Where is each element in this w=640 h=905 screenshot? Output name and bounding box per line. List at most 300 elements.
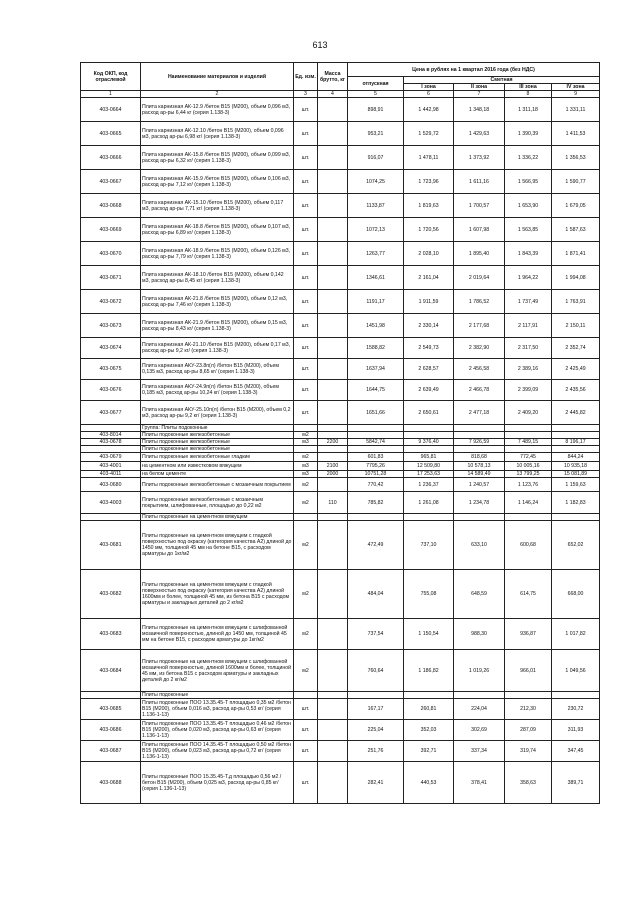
cell-zone4-price: 2 150,11 (552, 314, 600, 338)
cell-zone1-price: 352,03 (404, 720, 454, 741)
cell-mass (318, 453, 348, 462)
col-index: 7 (454, 91, 505, 98)
table-row (81, 453, 600, 462)
cell-unit: шт. (294, 762, 318, 804)
cell-unit: м2 (294, 432, 318, 439)
cell-code (81, 446, 141, 453)
cell-zone3-price: 1 964,22 (505, 266, 552, 290)
cell-mass (318, 720, 348, 741)
cell-name: Плита карнизная АК-12.10 /бетон В15 (М200), объем 0,096 м3, расход ар-ры 6,98 кг/ (серия 1.138-3) (141, 122, 294, 146)
cell-release-price: 898,91 (348, 98, 404, 122)
cell-zone4-price: 652,02 (552, 521, 600, 570)
cell-zone2-price: 1 786,52 (454, 290, 505, 314)
cell-zone3-price: 358,63 (505, 762, 552, 804)
table-row (81, 741, 600, 762)
cell-unit: шт. (294, 98, 318, 122)
cell-zone3-price (505, 425, 552, 432)
cell-zone3-price: 1 146,24 (505, 492, 552, 514)
cell-unit: шт. (294, 380, 318, 401)
table-row (81, 699, 600, 720)
cell-mass (318, 359, 348, 380)
table-row (81, 266, 600, 290)
cell-name: Плиты подоконные железобетонные гладкие (141, 453, 294, 462)
cell-code: 403-0673 (81, 314, 141, 338)
cell-zone1-price: 1 236,37 (404, 478, 454, 492)
cell-unit: шт. (294, 122, 318, 146)
cell-unit: шт. (294, 699, 318, 720)
cell-zone1-price (404, 432, 454, 439)
cell-zone3-price (505, 514, 552, 521)
cell-zone4-price (552, 425, 600, 432)
cell-name: Плиты подоконные ПОО 13.35.45-Т площадью 0,46 м2 /бетон В15 (М200), объем 0,020 м3, расход ар-ры 0,63 кг/ (серия 1.136-1-13) (141, 720, 294, 741)
cell-zone2-price: 648,59 (454, 570, 505, 619)
cell-mass (318, 692, 348, 699)
cell-zone2-price (454, 514, 505, 521)
cell-name: Плиты подоконные железобетонные (141, 446, 294, 453)
cell-name: на белом цементе (141, 471, 294, 478)
cell-zone2-price: 302,69 (454, 720, 505, 741)
cell-code: 403-0676 (81, 380, 141, 401)
cell-zone1-price: 1 720,56 (404, 218, 454, 242)
cell-zone4-price: 10 935,18 (552, 462, 600, 471)
header-name: Наименование материалов и изделий (141, 63, 294, 91)
cell-release-price: 7795,26 (348, 462, 404, 471)
cell-release-price: 785,82 (348, 492, 404, 514)
table-row (81, 338, 600, 359)
cell-zone2-price: 7 926,59 (454, 439, 505, 446)
cell-zone4-price: 311,93 (552, 720, 600, 741)
cell-code: 403-0677 (81, 401, 141, 425)
cell-mass: 110 (318, 492, 348, 514)
cell-zone2-price: 1 895,40 (454, 242, 505, 266)
cell-zone3-price: 2 409,20 (505, 401, 552, 425)
cell-zone3-price: 2 117,91 (505, 314, 552, 338)
cell-zone2-price: 1 607,98 (454, 218, 505, 242)
header-code: Код ОКП, код отраслевой (81, 63, 141, 91)
cell-release-price (348, 692, 404, 699)
table-row (81, 619, 600, 650)
cell-code: 403-0665 (81, 122, 141, 146)
cell-zone1-price: 755,08 (404, 570, 454, 619)
cell-unit: шт. (294, 218, 318, 242)
cell-zone2-price: 1 611,16 (454, 170, 505, 194)
cell-code: 403-0678 (81, 439, 141, 446)
cell-release-price: 601,83 (348, 453, 404, 462)
cell-zone1-price: 1 723,96 (404, 170, 454, 194)
cell-mass (318, 266, 348, 290)
cell-zone2-price: 2 466,78 (454, 380, 505, 401)
cell-code (81, 514, 141, 521)
cell-zone2-price: 2 177,68 (454, 314, 505, 338)
cell-release-price: 167,17 (348, 699, 404, 720)
cell-zone4-price: 15 081,89 (552, 471, 600, 478)
cell-release-price: 5842,74 (348, 439, 404, 446)
cell-code: 403-0685 (81, 699, 141, 720)
cell-name: Плиты подоконные ПОО 14.35.45-Т площадью 0,50 м2 /бетон В15 (М200), объем 0,023 м3, расход ар-ры 0,72 кг/ (серия 1.136-1-13) (141, 741, 294, 762)
cell-release-price (348, 432, 404, 439)
cell-mass (318, 446, 348, 453)
cell-mass (318, 290, 348, 314)
cell-zone1-price: 1 150,54 (404, 619, 454, 650)
cell-zone2-price: 2 477,18 (454, 401, 505, 425)
cell-release-price (348, 514, 404, 521)
cell-mass (318, 521, 348, 570)
col-index: 2 (141, 91, 294, 98)
cell-mass (318, 338, 348, 359)
cell-mass (318, 242, 348, 266)
cell-zone1-price (404, 692, 454, 699)
cell-zone1-price: 1 529,72 (404, 122, 454, 146)
cell-code (81, 692, 141, 699)
cell-zone4-price: 2 445,82 (552, 401, 600, 425)
cell-code: 403-0688 (81, 762, 141, 804)
cell-mass (318, 699, 348, 720)
cell-release-price: 251,76 (348, 741, 404, 762)
cell-zone2-price: 1 429,63 (454, 122, 505, 146)
cell-code: 403-0674 (81, 338, 141, 359)
cell-code: 403-0672 (81, 290, 141, 314)
cell-code: 403-0671 (81, 266, 141, 290)
cell-zone2-price: 1 373,92 (454, 146, 505, 170)
cell-code: 403-4011 (81, 471, 141, 478)
cell-unit: шт. (294, 194, 318, 218)
cell-unit (294, 514, 318, 521)
cell-unit (294, 425, 318, 432)
cell-name: Плита карнизная АК-21.9 /бетон В15 (М200), объем 0,15 м3, расход ар-ры 8,43 кг/ (серия 1.138-3) (141, 314, 294, 338)
table-row (81, 446, 600, 453)
table-row (81, 98, 600, 122)
cell-name: Плита карнизная АКУ-23.8п(л) /бетон В15 (М200), объем 0,135 м3, расход ар-ры 8,65 кг/ (серия 1.138-3) (141, 359, 294, 380)
cell-zone1-price: 17 253,63 (404, 471, 454, 478)
cell-name: Плита карнизная АК-15.9 /бетон В15 (М200), объем 0,106 м3, расход ар-ры 7,12 кг/ (серия 1.138-3) (141, 170, 294, 194)
cell-zone3-price (505, 446, 552, 453)
cell-zone3-price: 614,75 (505, 570, 552, 619)
cell-release-price: 225,04 (348, 720, 404, 741)
cell-mass (318, 380, 348, 401)
cell-zone3-price: 600,68 (505, 521, 552, 570)
cell-zone3-price: 212,30 (505, 699, 552, 720)
cell-release-price: 1191,17 (348, 290, 404, 314)
table-body (81, 98, 600, 804)
cell-name: Плиты подоконные на цементном вяжущем (141, 514, 294, 521)
cell-zone1-price: 2 628,57 (404, 359, 454, 380)
table-row (81, 122, 600, 146)
cell-code: 403-4001 (81, 462, 141, 471)
cell-zone4-price: 1 994,08 (552, 266, 600, 290)
cell-zone2-price: 14 589,49 (454, 471, 505, 478)
cell-zone3-price: 936,87 (505, 619, 552, 650)
cell-mass (318, 401, 348, 425)
cell-zone3-price: 10 005,16 (505, 462, 552, 471)
cell-zone2-price: 2 382,90 (454, 338, 505, 359)
cell-zone2-price: 1 234,78 (454, 492, 505, 514)
cell-zone4-price: 2 425,49 (552, 359, 600, 380)
cell-name: Плита карнизная АК-12.9 /бетон В15 (М200), объем 0,096 м3, расход ар-ры 6,44 кг (серия 1.138-3) (141, 98, 294, 122)
cell-name: Плиты подоконные ПОО 15.35.45-Т.д площадью 0,56 м2 /бетон В15 (М200), объем 0,025 м3, расход ар-ры 0,85 кг/ (серия 1.136-1-13) (141, 762, 294, 804)
cell-zone4-price: 1 182,83 (552, 492, 600, 514)
cell-name: Плита карнизная АК-21.10 /бетон В15 (М200), объем 0,17 м3, расход ар-ры 9,2 кг/ (серия 1.138-3) (141, 338, 294, 359)
cell-zone4-price: 1 159,63 (552, 478, 600, 492)
cell-release-price: 916,07 (348, 146, 404, 170)
cell-unit: м3 (294, 439, 318, 446)
cell-zone4-price: 1 017,82 (552, 619, 600, 650)
cell-unit: шт. (294, 720, 318, 741)
cell-name: Плита карнизная АК-18.10 /бетон В15 (М200), объем 0,142 м3, расход ар-ры 8,45 кг/ (серия 1.138-3) (141, 266, 294, 290)
cell-zone1-price: 1 186,82 (404, 650, 454, 692)
col-index: 3 (294, 91, 318, 98)
cell-name: Плиты подоконные на цементном вяжущем с шлифованной мозаичной поверхностью, длиной до 1450 мм, толщиной 45 мм на бетоне В15, с расходом арматуры до 1кг/м2 (141, 619, 294, 650)
cell-mass (318, 146, 348, 170)
page-number: 613 (312, 40, 328, 50)
cell-zone1-price: 260,81 (404, 699, 454, 720)
cell-name: Плита карнизная АК-21.8 /бетон В15 (М200), объем 0,12 м3, расход ар-ры 7,46 кг/ (серия 1.138-3) (141, 290, 294, 314)
cell-zone4-price (552, 514, 600, 521)
cell-mass: 2100 (318, 462, 348, 471)
cell-unit: м2 (294, 650, 318, 692)
cell-release-price: 1651,66 (348, 401, 404, 425)
cell-unit: м2 (294, 453, 318, 462)
cell-zone3-price: 772,45 (505, 453, 552, 462)
cell-zone1-price: 1 261,08 (404, 492, 454, 514)
cell-mass (318, 425, 348, 432)
cell-zone2-price (454, 432, 505, 439)
cell-mass (318, 514, 348, 521)
table-row (81, 194, 600, 218)
cell-zone4-price: 844,24 (552, 453, 600, 462)
cell-mass: 2000 (318, 471, 348, 478)
cell-zone3-price: 1 843,39 (505, 242, 552, 266)
cell-zone4-price: 1 356,53 (552, 146, 600, 170)
cell-code: 403-0670 (81, 242, 141, 266)
cell-unit: м2 (294, 521, 318, 570)
cell-zone3-price: 2 389,16 (505, 359, 552, 380)
header-unit: Ед. изм. (294, 63, 318, 91)
cell-zone4-price: 2 435,56 (552, 380, 600, 401)
cell-zone3-price: 319,74 (505, 741, 552, 762)
table-row (81, 242, 600, 266)
cell-release-price: 10751,28 (348, 471, 404, 478)
cell-unit: м2 (294, 570, 318, 619)
cell-zone2-price: 1 019,26 (454, 650, 505, 692)
cell-release-price: 953,21 (348, 122, 404, 146)
col-index: 8 (505, 91, 552, 98)
cell-zone4-price: 1 679,05 (552, 194, 600, 218)
cell-zone4-price: 668,00 (552, 570, 600, 619)
cell-release-price: 1133,87 (348, 194, 404, 218)
cell-code: 403-0668 (81, 194, 141, 218)
cell-code: 403-0679 (81, 453, 141, 462)
cell-zone2-price: 1 240,57 (454, 478, 505, 492)
cell-name: на цементном или известковом вяжущем (141, 462, 294, 471)
cell-zone4-price: 1 331,11 (552, 98, 600, 122)
cell-name: Плиты подоконные железобетонные (141, 432, 294, 439)
cell-zone4-price (552, 692, 600, 699)
cell-zone4-price (552, 446, 600, 453)
table-row (81, 314, 600, 338)
table-row (81, 692, 600, 699)
header-mass: Масса брутто, кг (318, 63, 348, 91)
cell-zone3-price (505, 692, 552, 699)
header-estimate: Сметная (404, 77, 600, 84)
cell-zone4-price: 8 196,17 (552, 439, 600, 446)
cell-zone3-price: 2 317,50 (505, 338, 552, 359)
cell-zone1-price (404, 425, 454, 432)
cell-release-price (348, 446, 404, 453)
cell-release-price: 1346,61 (348, 266, 404, 290)
cell-mass (318, 432, 348, 439)
cell-unit (294, 692, 318, 699)
cell-code: 403-0680 (81, 478, 141, 492)
cell-code: 403-0686 (81, 720, 141, 741)
cell-zone3-price: 1 311,18 (505, 98, 552, 122)
cell-unit: шт. (294, 314, 318, 338)
cell-zone4-price: 1 049,56 (552, 650, 600, 692)
cell-zone1-price: 2 639,49 (404, 380, 454, 401)
cell-unit: м2 (294, 619, 318, 650)
cell-release-price: 1637,94 (348, 359, 404, 380)
cell-zone4-price: 1 871,41 (552, 242, 600, 266)
cell-zone4-price: 1 763,91 (552, 290, 600, 314)
cell-name: Плита карнизная АК-18.9 /бетон В15 (М200), объем 0,126 м3, расход ар-ры 7,79 кг/ (серия 1.138-3) (141, 242, 294, 266)
cell-name: Плиты подоконные на цементном вяжущем с гладкой поверхностью под окраску (категория качества А2) длиной 1600мм и более, толщиной 45 мм, из бетона В15 с расходом арматуры и закладных деталей до 2 кг/м2 (141, 570, 294, 619)
cell-code: 403-0684 (81, 650, 141, 692)
cell-unit: м2 (294, 478, 318, 492)
cell-name: Плиты подоконные железобетонные (141, 439, 294, 446)
cell-zone4-price: 389,71 (552, 762, 600, 804)
cell-zone2-price: 2 019,64 (454, 266, 505, 290)
column-index-row (81, 91, 600, 98)
cell-release-price: 1263,77 (348, 242, 404, 266)
cell-mass (318, 741, 348, 762)
cell-mass (318, 98, 348, 122)
cell-name: Плиты подоконные (141, 692, 294, 699)
cell-zone1-price: 392,71 (404, 741, 454, 762)
table-row (81, 492, 600, 514)
table-row (81, 762, 600, 804)
table-row (81, 218, 600, 242)
cell-release-price: 737,54 (348, 619, 404, 650)
cell-zone3-price: 1 566,95 (505, 170, 552, 194)
table-row (81, 478, 600, 492)
table-row (81, 650, 600, 692)
table-row (81, 170, 600, 194)
cell-zone1-price: 2 650,61 (404, 401, 454, 425)
table-row (81, 521, 600, 570)
col-index: 6 (404, 91, 454, 98)
cell-release-price: 1644,75 (348, 380, 404, 401)
cell-release-price: 770,42 (348, 478, 404, 492)
cell-unit: шт. (294, 401, 318, 425)
cell-name: Группа: Плиты подоконные (141, 425, 294, 432)
cell-code: 403-0666 (81, 146, 141, 170)
cell-zone3-price (505, 432, 552, 439)
cell-mass (318, 122, 348, 146)
cell-zone4-price: 230,72 (552, 699, 600, 720)
cell-unit: шт. (294, 170, 318, 194)
cell-zone3-price: 2 399,09 (505, 380, 552, 401)
cell-zone1-price: 9 376,40 (404, 439, 454, 446)
cell-unit: шт. (294, 266, 318, 290)
cell-zone4-price: 1 590,77 (552, 170, 600, 194)
cell-release-price: 484,04 (348, 570, 404, 619)
table-row (81, 380, 600, 401)
cell-zone3-price: 1 390,39 (505, 122, 552, 146)
header-zone3: III зона (505, 84, 552, 91)
price-table (80, 62, 600, 804)
cell-release-price: 1072,13 (348, 218, 404, 242)
cell-zone3-price: 287,09 (505, 720, 552, 741)
cell-name: Плиты подоконные ПОО 13.35.45-Т площадью 0,35 м2 /бетон В15 (М200), объем 0,016 м3, расход ар-ры 0,53 кг/ (серия 1.136-1-13) (141, 699, 294, 720)
cell-zone2-price: 337,34 (454, 741, 505, 762)
cell-code: 403-4003 (81, 492, 141, 514)
cell-release-price (348, 425, 404, 432)
cell-zone1-price: 965,81 (404, 453, 454, 462)
cell-unit: шт. (294, 741, 318, 762)
cell-code: 403-0683 (81, 619, 141, 650)
cell-code (81, 425, 141, 432)
cell-unit: шт. (294, 338, 318, 359)
cell-code: 403-0687 (81, 741, 141, 762)
cell-code: 403-0682 (81, 570, 141, 619)
cell-zone1-price: 2 028,10 (404, 242, 454, 266)
cell-unit (294, 446, 318, 453)
col-index: 9 (552, 91, 600, 98)
cell-zone1-price (404, 514, 454, 521)
cell-zone1-price: 1 442,98 (404, 98, 454, 122)
cell-zone3-price: 13 799,25 (505, 471, 552, 478)
cell-unit: шт. (294, 359, 318, 380)
cell-zone3-price: 1 123,76 (505, 478, 552, 492)
cell-mass (318, 170, 348, 194)
col-index: 4 (318, 91, 348, 98)
cell-name: Плита карнизная АКУ-24.9п(л) /бетон В15 (М200), объем 0,185 м3, расход ар-ры 10,24 кг/ (серия 1.138-3) (141, 380, 294, 401)
cell-zone4-price: 1 587,63 (552, 218, 600, 242)
cell-zone2-price: 633,10 (454, 521, 505, 570)
cell-zone1-price: 2 549,73 (404, 338, 454, 359)
col-index: 5 (348, 91, 404, 98)
header-zone2: II зона (454, 84, 505, 91)
cell-code: 403-0669 (81, 218, 141, 242)
cell-release-price: 760,64 (348, 650, 404, 692)
cell-release-price: 282,41 (348, 762, 404, 804)
cell-zone1-price: 1 819,63 (404, 194, 454, 218)
cell-unit: м2 (294, 492, 318, 514)
table-row (81, 432, 600, 439)
header-release: отпускная (348, 77, 404, 91)
cell-name: Плиты подоконные на цементном вяжущем с шлифованной мозаичной поверхностью, длиной 1600мм и более, толщиной 45 мм, из бетона В15 с расходом арматуры и закладных деталей до 2 кг/м2 (141, 650, 294, 692)
cell-mass (318, 478, 348, 492)
cell-name: Плиты подоконные на цементном вяжущем с гладкой поверхностью под окраску (категория качества А2) длиной до 1450 мм, толщиной 45 мм на бетоне В15, с расходом арматуры до 1кг/м2 (141, 521, 294, 570)
cell-zone2-price: 1 700,57 (454, 194, 505, 218)
cell-release-price: 472,49 (348, 521, 404, 570)
cell-mass (318, 619, 348, 650)
cell-mass (318, 194, 348, 218)
cell-unit: шт. (294, 242, 318, 266)
cell-mass: 2200 (318, 439, 348, 446)
cell-zone2-price (454, 692, 505, 699)
cell-mass (318, 570, 348, 619)
cell-zone2-price (454, 446, 505, 453)
cell-unit: шт. (294, 290, 318, 314)
cell-zone1-price: 1 911,59 (404, 290, 454, 314)
cell-zone2-price: 1 348,18 (454, 98, 505, 122)
table-row (81, 439, 600, 446)
header-price-title: Цена в рублях на 1 квартал 2016 года (без НДС) (348, 63, 600, 77)
table-row (81, 146, 600, 170)
cell-code: 403-0681 (81, 521, 141, 570)
cell-unit: м3 (294, 462, 318, 471)
table-row (81, 570, 600, 619)
